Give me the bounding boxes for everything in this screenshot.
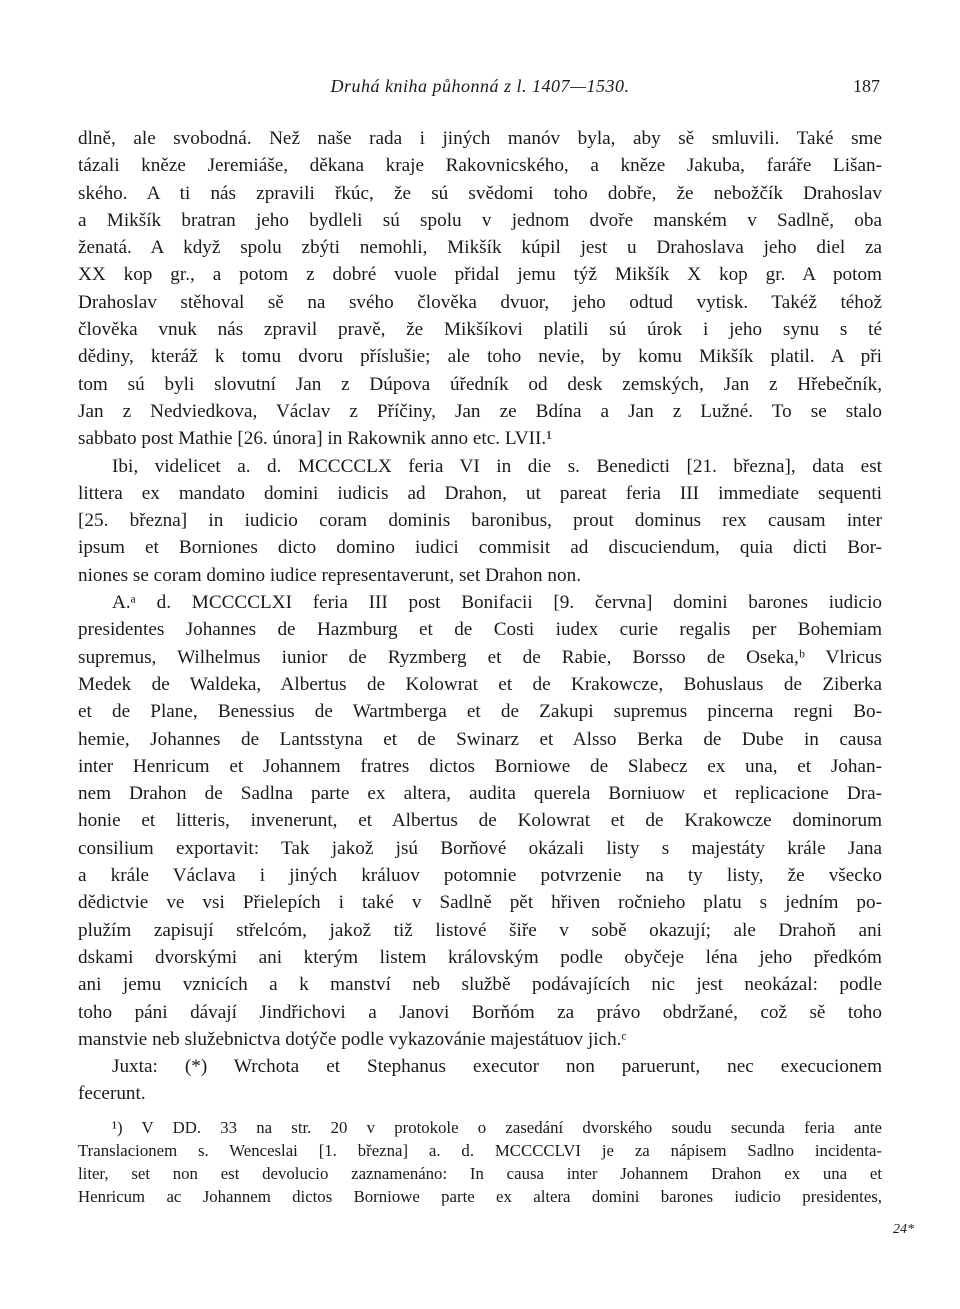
- text-line: a Mikšík bratran jeho bydleli sú spolu v jednom dvoře manském v Sadlně, oba: [78, 209, 882, 231]
- text-line: dskami dvorskými ani kterým listem královským podle obyčeje léna jeho předkóm: [78, 946, 882, 968]
- footnote-line: Henricum ac Johannem dictos Borniowe parte ex altera domini barones iudicio presidentes,: [78, 1186, 882, 1206]
- page-number: 187: [853, 76, 880, 96]
- text-line: Jan z Nedviedkova, Václav z Příčiny, Jan ze Bdína a Jan z Lužné. To se stalo: [78, 400, 882, 422]
- text-line: fecerunt.: [78, 1083, 146, 1105]
- text-line: ženatá. A když spolu zbýti nemohli, Mikšík kúpil jest u Drahoslava jeho diel za: [78, 237, 882, 259]
- text-line: littera ex mandato domini iudicis ad Drahon, ut pareat feria III immediate sequenti: [78, 482, 882, 504]
- text-line: tázali kněze Jeremiáše, děkana kraje Rakovnicského, a kněze Jakuba, faráře Lišan-: [78, 155, 882, 177]
- text-line: manstvie neb služebnictva dotýče podle vykazovánie majestátuov jich.ᶜ: [78, 1028, 627, 1050]
- footnote-line: liter, set non est devolucio zaznamenáno: In causa inter Johannem Drahon ex una et: [78, 1163, 882, 1183]
- text-line: Drahoslav stěhoval sě na svého člověka dvuor, jeho odtud vytisk. Takéž téhož: [78, 291, 882, 313]
- text-line: hemie, Johannes de Lantsstyna et de Swinarz et Alsso Berka de Dube in causa: [78, 728, 882, 750]
- paragraph-start-line: Juxta: (*) Wrchota et Stephanus executor non paruerunt, nec execucionem: [112, 1056, 882, 1078]
- paragraph-start-line: A.ᵃ d. MCCCCLXI feria III post Bonifacii [9. června] domini barones iudicio: [112, 592, 882, 614]
- text-line: dlně, ale svobodná. Než naše rada i jiných manóv byla, aby sě smluvili. Také sme: [78, 128, 882, 149]
- text-line: consilium exportavit: Tak jakož jsú Borňové okázali listy s majestáty krále Jana: [78, 837, 882, 859]
- signature-mark: 24*: [893, 1222, 914, 1237]
- text-line: niones se coram domino iudice representaverunt, set Drahon non.: [78, 564, 581, 586]
- text-line: Medek de Waldeka, Albertus de Kolowrat et de Krakowcze, Bohuslaus de Ziberka: [78, 673, 882, 695]
- text-line: supremus, Wilhelmus iunior de Ryzmberg et de Rabie, Borsso de Oseka,ᵇ Vlricus: [78, 646, 882, 668]
- text-line: et de Plane, Benessius de Wartmberga et de Zakupi supremus pincerna regni Bo-: [78, 701, 882, 723]
- text-line: [25. března] in iudicio coram dominis baronibus, prout dominus rex causam inter: [78, 510, 882, 532]
- footnote-line: ¹) V DD. 33 na str. 20 v protokole o zasedání dvorského soudu secunda feria ante: [112, 1117, 882, 1137]
- text-line: člověka vnuk nás zpravil pravě, že Mikšíkovi platili sú úrok i jeho synu s té: [78, 319, 882, 341]
- document-page: [78, 72, 882, 1208]
- text-line: inter Henricum et Johannem fratres dictos Borniowe de Slabecz ex una, et Johan-: [78, 755, 882, 777]
- text-line: tom sú byli slovutní Jan z Dúpova úředník od desk zemských, Jan z Hřebečník,: [78, 373, 882, 395]
- text-line: nem Drahon de Sadlna parte ex altera, audita querela Borniuow et replicacione Dra-: [78, 783, 882, 805]
- text-line: plužím zapisují střelcóm, jakož tiž listové šiře v sobě okazují; ale Drahoň ani: [78, 919, 882, 941]
- text-line: ipsum et Borniones dicto domino iudici commisit ad discuciendum, quia dicti Bor-: [78, 537, 882, 559]
- text-line: dědiny, kteráž k tomu dvoru příslušie; ale toho nevie, by komu Mikšík platil. A při: [78, 346, 882, 368]
- footnote-line: Translacionem s. Wenceslai [1. března] a. d. MCCCCLVI je za nápisem Sadlno incidenta-: [78, 1140, 882, 1160]
- text-line: XX kop gr., a potom z dobré vuole přidal jemu týž Mikšík X kop gr. A potom: [78, 264, 882, 286]
- page-header: [78, 72, 882, 102]
- text-line: sabbato post Mathie [26. února] in Rakownik anno etc. LVII.¹: [78, 428, 552, 450]
- footnotes: [78, 1116, 882, 1208]
- text-line: honie et litteris, invenerunt, et Albertus de Kolowrat et de Krakowcze dominorum: [78, 810, 882, 832]
- text-line: ani jemu vznicích a k manství neb službě podávajících nic jest neokázal: podle: [78, 974, 882, 996]
- running-title: Druhá kniha půhonná z l. 1407—1530.: [330, 76, 630, 96]
- paragraph-start-line: Ibi, videlicet a. d. MCCCCLX feria VI in die s. Benedicti [21. března], data est: [112, 455, 882, 477]
- text-line: dědictvie ve vsi Přielepích i také v Sadlně pět hřiven ročnieho platu s jedním po-: [78, 892, 882, 914]
- text-line: ského. A ti nás zpravili řkúc, že sú svědomi toho dobře, že nebožčík Drahoslav: [78, 182, 882, 204]
- text-line: a krále Václava i jiných králuov potomnie potvrzenie na ty listy, že všecko: [78, 865, 882, 887]
- main-text: [78, 125, 882, 1108]
- text-line: toho páni dávají Jindřichovi a Janovi Borňóm za právo obdržané, což sě toho: [78, 1001, 882, 1023]
- text-line: presidentes Johannes de Hazmburg et de Costi iudex curie regalis per Bohemiam: [78, 619, 882, 641]
